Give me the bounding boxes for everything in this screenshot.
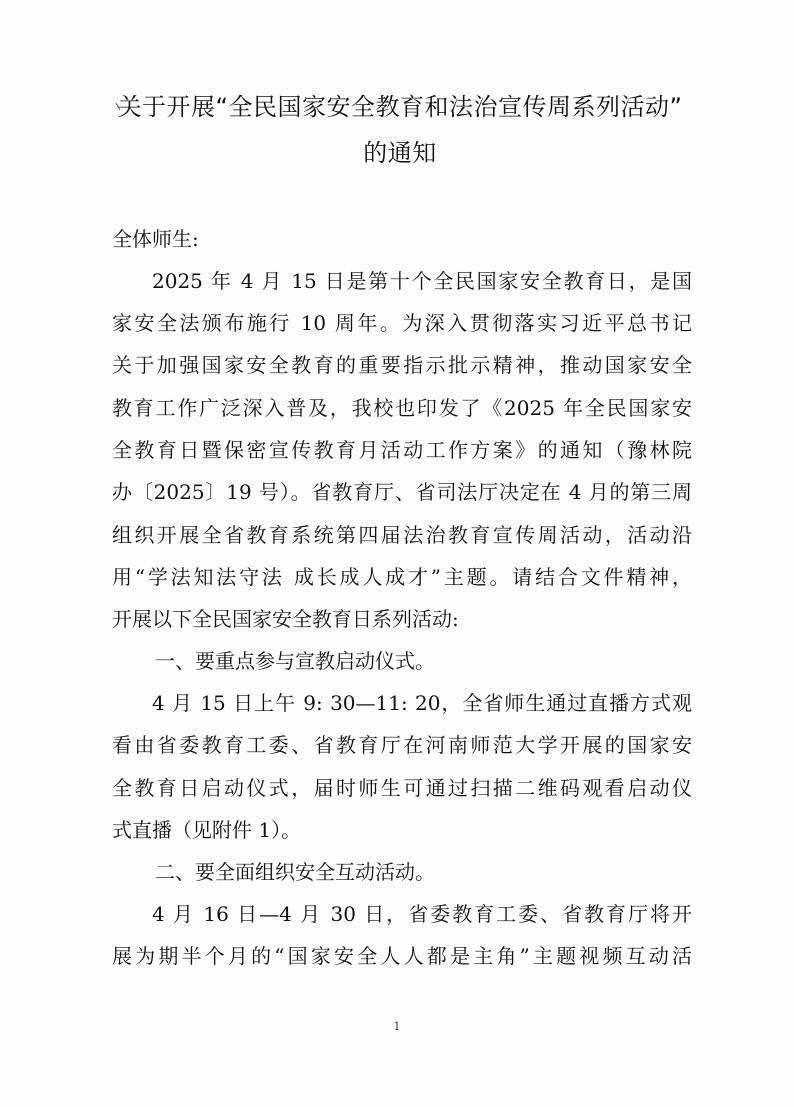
- paragraph-line: 4 月 15 日上午 9: 30—11: 20，全省师生通过直播方式观: [152, 691, 692, 715]
- paragraph-line: 开展以下全民国家安全教育日系列活动:: [112, 607, 459, 631]
- paragraph-line: 关于加强国家安全教育的重要指示批示精神，推动国家安全: [112, 353, 692, 377]
- paragraph-line: 家安全法颁布施行 10 周年。为深入贯彻落实习近平总书记: [112, 311, 692, 335]
- paragraph-line: 组织开展全省教育系统第四届法治教育宣传周活动，活动沿: [112, 523, 692, 547]
- salutation: 全体师生:: [112, 227, 199, 251]
- paragraph-line: 全教育日暨保密宣传教育月活动工作方案》的通知（豫林院: [112, 438, 692, 462]
- paragraph-line: 4 月 16 日—4 月 30 日，省委教育工委、省教育厅将开: [152, 902, 692, 926]
- paragraph-line: 教育工作广泛深入普及，我校也印发了《2025 年全民国家安: [112, 396, 692, 420]
- document-title-line-2: 的通知: [363, 139, 437, 167]
- paragraph-line: 2025 年 4 月 15 日是第十个全民国家安全教育日，是国: [152, 269, 692, 293]
- document-title-line-1: 关于开展“全民国家安全教育和法治宣传周系列活动”: [117, 93, 683, 121]
- paragraph-line: 式直播（见附件 1）。: [112, 818, 302, 842]
- paragraph-line: 办〔2025〕19 号）。省教育厅、省司法厅决定在 4 月的第三周: [112, 480, 692, 504]
- section-heading-1: 一、要重点参与宣教启动仪式。: [155, 649, 435, 673]
- paragraph-line: 用“学法知法守法 成长成人成才”主题。请结合文件精神，: [112, 565, 692, 589]
- page-number: 1: [393, 1020, 401, 1033]
- paragraph-line: 看由省委教育工委、省教育厅在河南师范大学开展的国家安: [112, 733, 692, 757]
- paragraph-line: 全教育日启动仪式，届时师生可通过扫描二维码观看启动仪: [112, 776, 692, 800]
- paragraph-line: 展为期半个月的“国家安全人人都是主角”主题视频互动活: [112, 944, 692, 968]
- section-heading-2: 二、要全面组织安全互动活动。: [155, 860, 435, 884]
